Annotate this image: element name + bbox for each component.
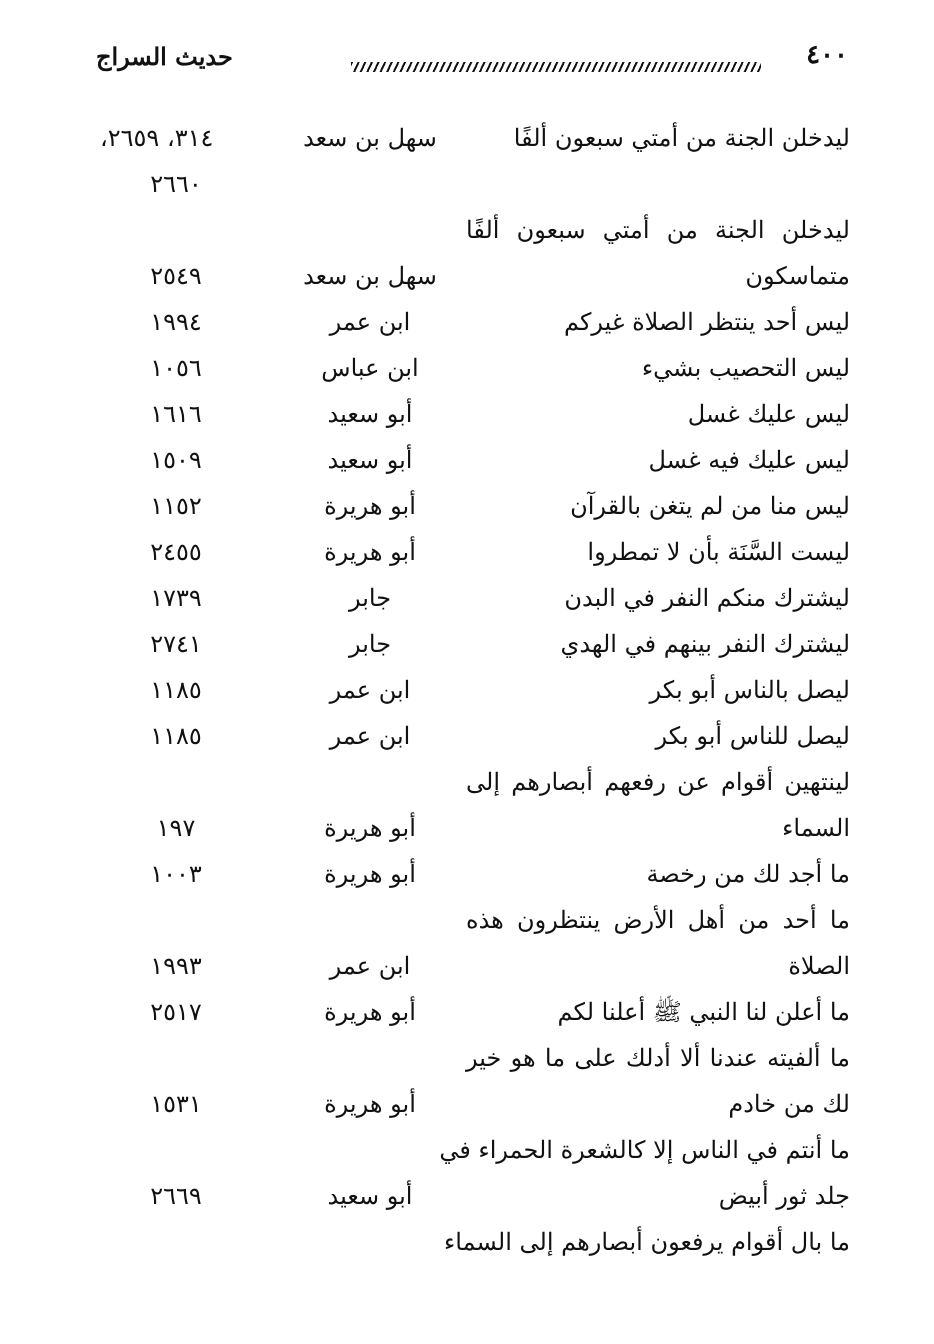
table-row [0,391,934,437]
table-row [0,667,934,713]
table-row [0,897,934,943]
reference-number: ٢٤٥٥ [150,538,202,566]
table-row [0,759,934,805]
reference-number: ١١٨٥ [150,722,202,750]
table-row [0,943,934,989]
table-row [0,161,934,207]
narrator: أبو هريرة [324,492,416,520]
hadith-text: ليصل بالناس أبو بكر [649,676,850,704]
reference-number: ١٩٧ [156,814,196,842]
narrator: سهل بن سعد [303,124,437,152]
hadith-text: ما أجد لك من رخصة [646,860,850,888]
hadith-text: ليدخلن الجنة من أمتي سبعون ألفًا [513,124,850,152]
table-row [0,575,934,621]
reference-number: ١٥٠٩ [150,446,202,474]
narrator: ابن عمر [329,676,411,704]
table-row [0,1035,934,1081]
page-number: ٤٠٠ [806,40,848,70]
reference-number: ٢٥٤٩ [150,262,202,290]
table-row [0,437,934,483]
hadith-text: ما أنتم في الناس إلا كالشعرة الحمراء في [439,1136,850,1164]
hadith-text: ليدخلن الجنة من أمتي سبعون ألفًا [466,216,850,244]
page-header [96,40,856,80]
narrator: أبو هريرة [324,1090,416,1118]
reference-number: ١٩٩٤ [150,308,202,336]
table-row [0,805,934,851]
reference-number: ٢٥١٧ [150,998,202,1026]
reference-number: ٢٦٦٠ [150,170,202,198]
hadith-text: لك من خادم [728,1090,850,1118]
narrator: ابن عباس [321,354,419,382]
table-row [0,851,934,897]
table-row [0,621,934,667]
table-row [0,345,934,391]
reference-number: ٢٦٦٩ [150,1182,202,1210]
hadith-text: ليس عليك فيه غسل [648,446,850,474]
narrator: جابر [348,584,392,612]
hadith-text: ليس منا من لم يتغن بالقرآن [570,492,850,520]
table-row [0,989,934,1035]
hadith-text: ليس عليك غسل [687,400,850,428]
reference-number: ١٦١٦ [150,400,202,428]
reference-number: ١١٨٥ [150,676,202,704]
hadith-text: الصلاة [788,952,850,980]
narrator: أبو هريرة [324,814,416,842]
narrator: أبو هريرة [324,538,416,566]
narrator: ابن عمر [329,952,411,980]
narrator: أبو سعيد [327,400,413,428]
hadith-text: ليست السَّنَة بأن لا تمطروا [587,538,850,566]
hadith-text: لينتهين أقوام عن رفعهم أبصارهم إلى [466,768,850,796]
hadith-text: متماسكون [745,262,850,290]
hadith-text: ما ألفيته عندنا ألا أدلك على ما هو خير [466,1044,850,1072]
narrator: سهل بن سعد [303,262,437,290]
table-row [0,1173,934,1219]
narrator: جابر [348,630,392,658]
table-row [0,115,934,161]
narrator: أبو هريرة [324,860,416,888]
table-row [0,1127,934,1173]
hadith-text: ليس التحصيب بشيء [641,354,850,382]
reference-number: ٣١٤، ٢٦٥٩، [100,124,214,152]
book-title: حديث السراج [96,42,233,71]
table-row [0,483,934,529]
narrator: ابن عمر [329,308,411,336]
hadith-text: ليس أحد ينتظر الصلاة غيركم [564,308,850,336]
hadith-text: السماء [782,814,850,842]
hadith-index-table [0,115,934,1265]
narrator: أبو سعيد [327,446,413,474]
table-row [0,1081,934,1127]
header-rule [351,62,761,72]
hadith-text: ما بال أقوام يرفعون أبصارهم إلى السماء [444,1228,850,1256]
table-row [0,713,934,759]
reference-number: ١٥٣١ [150,1090,202,1118]
reference-number: ١١٥٢ [150,492,202,520]
reference-number: ١٠٥٦ [150,354,202,382]
reference-number: ١٧٣٩ [150,584,202,612]
hadith-text: جلد ثور أبيض [718,1182,850,1210]
narrator: أبو سعيد [327,1182,413,1210]
reference-number: ١٩٩٣ [150,952,202,980]
table-row [0,207,934,253]
hadith-text: ما أحد من أهل الأرض ينتظرون هذه [466,906,850,934]
reference-number: ٢٧٤١ [150,630,202,658]
hadith-text: ليشترك منكم النفر في البدن [564,584,850,612]
table-row [0,529,934,575]
table-row [0,253,934,299]
table-row [0,299,934,345]
narrator: ابن عمر [329,722,411,750]
hadith-text: ليصل للناس أبو بكر [655,722,850,750]
table-row [0,1219,934,1265]
hadith-text: ليشترك النفر بينهم في الهدي [560,630,850,658]
hadith-text: ما أعلن لنا النبي ﷺ أعلنا لكم [557,998,850,1026]
narrator: أبو هريرة [324,998,416,1026]
reference-number: ١٠٠٣ [150,860,202,888]
